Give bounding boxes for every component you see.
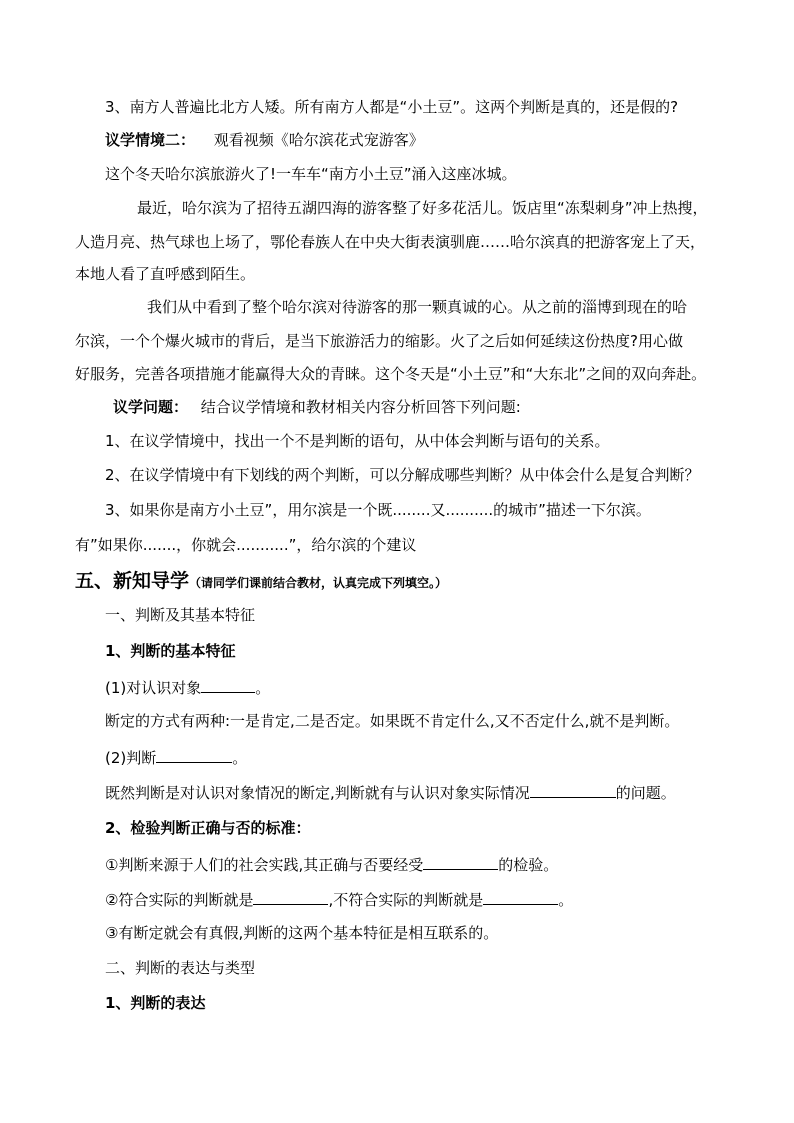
fill-in-item-4 (105, 853, 558, 875)
paragraph-line: 本地人看了直呼感到陌生。 (75, 265, 256, 283)
question-item-continued: 有”如果你.......，你就会...........”，给尔滨的个建议 (75, 536, 417, 554)
paragraph-line: 尔滨，一个个爆火城市的背后，是当下旅游活力的缩影。火了之后如何延续这份热度?用心做 (75, 332, 683, 350)
answer-blank[interactable] (483, 888, 558, 905)
answer-blank[interactable] (253, 888, 328, 905)
paragraph-line: 断定的方式有两种:一是肯定,二是否定。如果既不肯定什么,又不否定什么,就不是判断。 (105, 712, 680, 730)
subheading: 2、检验判断正确与否的标准： (105, 819, 311, 837)
fill-in-text: 。 (558, 891, 574, 909)
answer-blank[interactable] (530, 781, 616, 798)
fill-in-item-3 (105, 781, 676, 803)
paragraph-line: 好服务，完善各项措施才能赢得大众的青睐。这个冬天是“小土豆”和“大东北”之间的双向奔赴。 (75, 365, 707, 383)
paragraph-line: 我们从中看到了整个哈尔滨对待游客的那一颗真诚的心。从之前的淄博到现在的哈 (147, 298, 688, 316)
paragraph-line: 这个冬天哈尔滨旅游火了!一车车“南方小土豆”涌入这座冰城。 (105, 165, 517, 183)
subheading: 1、判断的表达 (105, 994, 206, 1012)
fill-in-text: 的检验。 (498, 856, 559, 874)
scenario-two-heading (105, 130, 424, 150)
fill-in-text: 既然判断是对认识对象情况的断定,判断就有与认识对象实际情况 (105, 784, 530, 802)
fill-in-item-2 (105, 746, 247, 768)
answer-blank[interactable] (423, 853, 498, 870)
fill-in-text: (2)判断 (105, 749, 157, 767)
section-five-note: （请同学们课前结合教材，认真完成下列填空。） (189, 576, 448, 590)
fill-in-text: 。 (255, 679, 271, 697)
paragraph-line: 人造月亮、热气球也上场了，鄂伦春族人在中央大街表演驯鹿……哈尔滨真的把游客宠上了天， (75, 233, 706, 251)
section-five-heading (75, 569, 447, 593)
fill-in-text: (1)对认识对象 (105, 679, 202, 697)
subheading: 二、判断的表达与类型 (105, 959, 256, 977)
scenario-two-text: 观看视频《哈尔滨花式宠游客》 (213, 131, 424, 149)
paragraph-line: ③有断定就会有真假,判断的这两个基本特征是相互联系的。 (105, 924, 499, 942)
question-item: 1、在议学情境中，找出一个不是判断的语句，从中体会判断与语句的关系。 (105, 432, 610, 450)
fill-in-text: ①判断来源于人们的社会实践,其正确与否要经受 (105, 856, 424, 874)
subheading: 1、判断的基本特征 (105, 642, 236, 660)
question-item: 3、如果你是南方小土豆”，用尔滨是一个既........又..........的城市”描述一下尔滨。 (105, 501, 651, 519)
discussion-question-heading (113, 397, 521, 417)
discussion-question-label: 议学问题： (113, 398, 189, 416)
paragraph-question-3: 3、南方人普遍比北方人矮。所有南方人都是“小土豆”。这两个判断是真的，还是假的? (105, 98, 679, 116)
paragraph-line: 最近，哈尔滨为了招待五湖四海的游客整了好多花活儿。饭店里“冻梨刺身”冲上热搜， (137, 199, 708, 217)
answer-blank[interactable] (156, 746, 232, 763)
fill-in-text: ,不符合实际的判断就是 (328, 891, 484, 909)
answer-blank[interactable] (201, 676, 255, 693)
fill-in-text: 。 (232, 749, 248, 767)
fill-in-item-5 (105, 888, 573, 910)
subheading: 一、判断及其基本特征 (105, 606, 256, 624)
question-item: 2、在议学情境中有下划线的两个判断，可以分解成哪些判断？从中体会什么是复合判断？ (105, 466, 700, 484)
scenario-two-label: 议学情境二： (105, 131, 196, 149)
fill-in-text: 的问题。 (615, 784, 676, 802)
fill-in-item-1 (105, 676, 270, 698)
fill-in-text: ②符合实际的判断就是 (105, 891, 254, 909)
section-five-title: 五、新知导学 (75, 570, 190, 592)
discussion-question-text: 结合议学情境和教材相关内容分析回答下列问题: (200, 398, 521, 416)
